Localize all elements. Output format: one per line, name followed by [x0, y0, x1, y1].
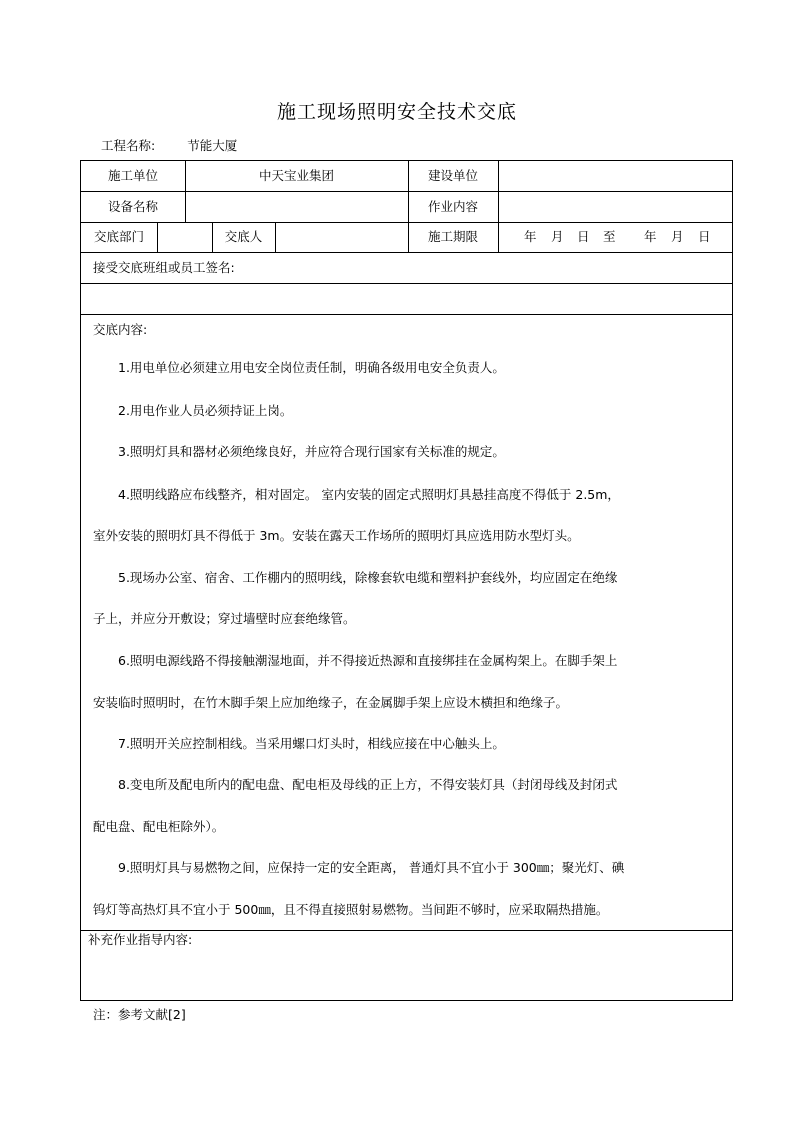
col-divider	[275, 222, 276, 252]
content-line: 钨灯等高热灯具不宜小于 500㎜，且不得直接照射易燃物。当间距不够时，应采取隔热措施。	[93, 902, 609, 917]
content-line: 4.照明线路应布线整齐，相对固定。 室内安装的固定式照明灯具悬挂高度不得低于 2.5m，	[118, 487, 620, 502]
label-construction-period: 施工期限	[427, 229, 478, 244]
signature-area[interactable]	[81, 283, 734, 314]
date-day-end: 日	[698, 229, 711, 244]
content-line: 子上，并应分开敷设；穿过墙壁时应套绝缘管。	[93, 611, 356, 626]
content-line: 5.现场办公室、宿舍、工作棚内的照明线，除橡套软电缆和塑料护套线外，均应固定在绝缘	[118, 570, 618, 585]
content-line: 安装临时照明时，在竹木脚手架上应加绝缘子，在金属脚手架上应设木横担和绝缘子。	[93, 695, 569, 710]
content-line: 6.照明电源线路不得接触潮湿地面，并不得接近热源和直接绑挂在金属构架上。在脚手架上	[118, 653, 618, 668]
content-label: 交底内容:	[93, 322, 148, 337]
label-equipment-name: 设备名称	[107, 199, 158, 214]
content-line: 8.变电所及配电所内的配电盘、配电柜及母线的正上方，不得安装灯具（封闭母线及封闭式	[118, 777, 618, 792]
disclosure-form	[80, 160, 733, 1001]
date-year-start: 年	[524, 229, 537, 244]
date-month-end: 月	[671, 229, 684, 244]
date-day-start: 日	[577, 229, 590, 244]
project-label: 工程名称:	[101, 138, 156, 153]
col-divider	[498, 161, 499, 252]
content-line: 7.照明开关应控制相线。当采用螺口灯头时，相线应接在中心触头上。	[118, 736, 505, 751]
row-divider	[81, 191, 732, 192]
date-year-end: 年	[644, 229, 657, 244]
project-value: 节能大厦	[187, 138, 238, 153]
page-title: 施工现场照明安全技术交底	[276, 101, 517, 123]
content-line: 室外安装的照明灯具不得低于 3m。安装在露天工作场所的照明灯具应选用防水型灯头。	[93, 528, 580, 543]
content-line: 2.用电作业人员必须持证上岗。	[118, 403, 293, 418]
content-line: 3.照明灯具和器材必须绝缘良好，并应符合现行国家有关标准的规定。	[118, 444, 505, 459]
date-to: 至	[603, 229, 616, 244]
label-discloser: 交底人	[224, 229, 263, 244]
label-work-content: 作业内容	[427, 199, 478, 214]
row-divider	[81, 252, 732, 253]
row-divider	[81, 222, 732, 223]
row-divider	[81, 314, 732, 315]
label-disclosure-dept: 交底部门	[93, 229, 144, 244]
label-construction-unit: 施工单位	[107, 168, 158, 183]
supplement-label: 补充作业指导内容:	[88, 932, 193, 947]
col-divider	[157, 222, 158, 252]
reference-note: 注：参考文献[2]	[93, 1007, 186, 1022]
signature-label: 接受交底班组或员工签名:	[93, 260, 235, 275]
label-owner-unit: 建设单位	[427, 168, 478, 183]
supplement-area[interactable]	[81, 951, 734, 999]
project-line	[101, 136, 237, 154]
content-line: 配电盘、配电柜除外）。	[93, 819, 225, 834]
date-month-start: 月	[551, 229, 564, 244]
value-construction-unit[interactable]: 中天宝业集团	[258, 168, 334, 183]
content-line: 9.照明灯具与易燃物之间，应保持一定的安全距离， 普通灯具不宜小于 300㎜；聚光灯、碘	[118, 860, 625, 875]
row-divider	[81, 930, 732, 931]
content-line: 1.用电单位必须建立用电安全岗位责任制，明确各级用电安全负责人。	[118, 360, 505, 375]
